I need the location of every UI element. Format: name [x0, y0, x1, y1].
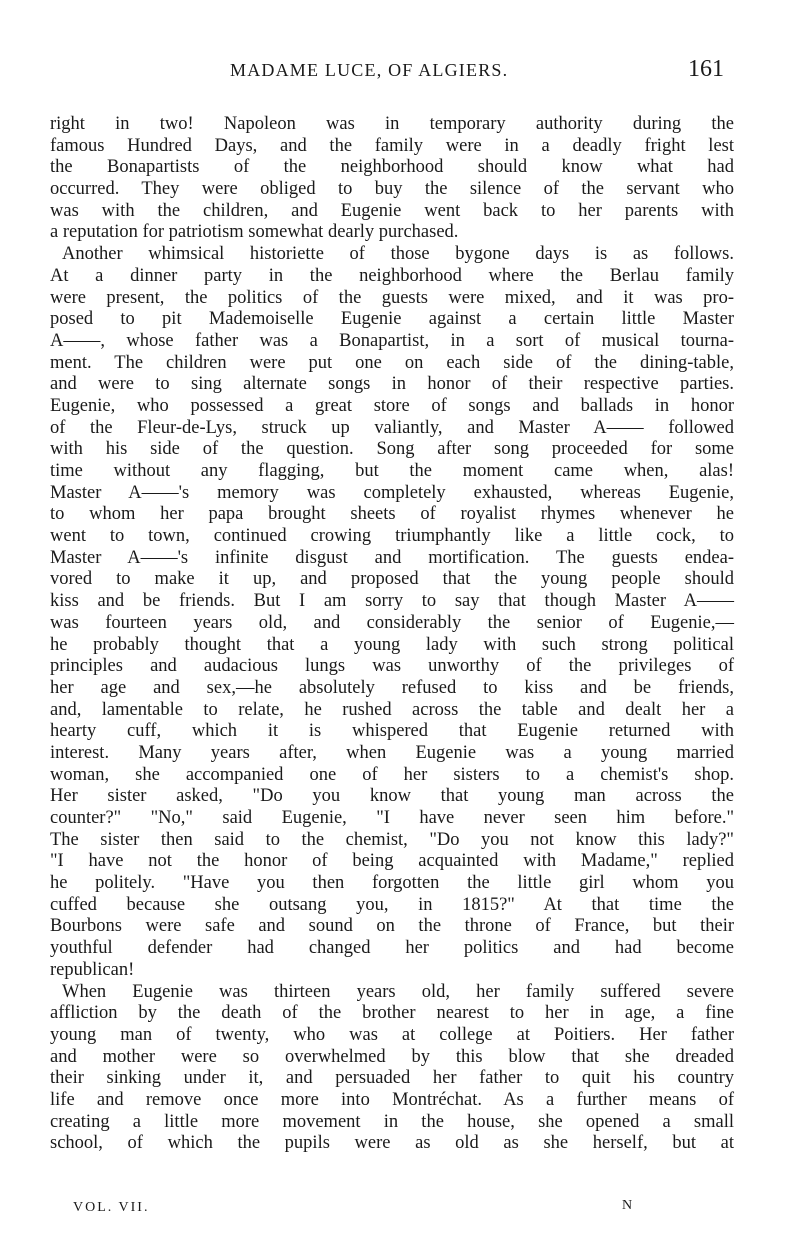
text-line: occurred. They were obliged to buy the silence of the servant who [50, 179, 734, 200]
text-line: her age and sex,—he absolutely refused to kiss and be friends, [50, 677, 734, 698]
text-line: Her sister asked, "Do you know that young man across the [50, 786, 734, 807]
text-line: principles and audacious lungs was unworthy of the privileges of [50, 656, 734, 677]
text-line: with his side of the question. Song after song proceeded for some [50, 439, 734, 460]
text-line: were present, the politics of the guests were mixed, and it was pro- [50, 287, 734, 308]
text-line: ment. The children were put one on each side of the dining-table, [50, 352, 734, 373]
body-text [50, 114, 734, 1155]
text-line: Master A——'s memory was completely exhausted, whereas Eugenie, [50, 482, 734, 503]
text-line: of the Fleur-de-Lys, struck up valiantly, and Master A—— followed [50, 417, 734, 438]
text-line: At a dinner party in the neighborhood where the Berlau family [50, 265, 734, 286]
text-line: Eugenie, who possessed a great store of songs and ballads in honor [50, 395, 734, 416]
text-line: kiss and be friends. But I am sorry to say that though Master A—— [50, 591, 734, 612]
text-line: Another whimsical historiette of those bygone days is as follows. [62, 244, 734, 265]
text-line: school, of which the pupils were as old as she herself, but at [50, 1133, 734, 1154]
text-line: went to town, continued crowing triumphantly like a little cock, to [50, 526, 734, 547]
text-line: woman, she accompanied one of her sisters to a chemist's shop. [50, 764, 734, 785]
text-line: creating a little more movement in the house, she opened a small [50, 1111, 734, 1132]
text-line: and, lamentable to relate, he rushed across the table and dealt her a [50, 699, 734, 720]
text-line: he politely. "Have you then forgotten the little girl whom you [50, 873, 734, 894]
text-line: a reputation for patriotism somewhat dearly purchased. [50, 222, 459, 243]
text-line: life and remove once more into Montréchat. As a further means of [50, 1089, 734, 1110]
page-number: 161 [688, 56, 724, 82]
text-line: young man of twenty, who was at college at Poitiers. Her father [50, 1024, 734, 1045]
text-line: affliction by the death of the brother nearest to her in age, a fine [50, 1003, 734, 1024]
text-line: the Bonapartists of the neighborhood should know what had [50, 157, 734, 178]
running-title: MADAME LUCE, OF ALGIERS. [230, 60, 509, 80]
printer-signature: N [622, 1198, 633, 1213]
text-line: right in two! Napoleon was in temporary authority during the [50, 114, 734, 134]
text-line: was with the children, and Eugenie went back to her parents with [50, 200, 734, 221]
volume-signature: VOL. VII. [73, 1200, 150, 1215]
text-line: he probably thought that a young lady with such strong political [50, 634, 734, 655]
text-line: When Eugenie was thirteen years old, her family suffered severe [62, 981, 734, 1002]
text-line: famous Hundred Days, and the family were in a deadly fright lest [50, 135, 734, 156]
text-line: vored to make it up, and proposed that the young people should [50, 569, 734, 590]
text-line: Master A——'s infinite disgust and mortification. The guests endea- [50, 547, 734, 568]
text-line: The sister then said to the chemist, "Do you not know this lady?" [50, 829, 734, 850]
text-line: youthful defender had changed her politics and had become [50, 938, 734, 959]
text-line: and were to sing alternate songs in honor of their respective parties. [50, 374, 734, 395]
text-line: counter?" "No," said Eugenie, "I have never seen him before." [50, 808, 734, 828]
text-line: republican! [50, 959, 135, 980]
text-line: interest. Many years after, when Eugenie was a young married [50, 742, 734, 763]
text-line: cuffed because she outsang you, in 1815?" At that time the [50, 894, 734, 915]
text-line: was fourteen years old, and considerably the senior of Eugenie,— [50, 612, 734, 633]
text-line: time without any flagging, but the moment came when, alas! [50, 461, 734, 481]
text-line: posed to pit Mademoiselle Eugenie against a certain little Master [50, 309, 734, 330]
text-line: to whom her papa brought sheets of royalist rhymes whenever he [50, 504, 734, 525]
text-line: hearty cuff, which it is whispered that Eugenie returned with [50, 721, 734, 742]
text-line: A——, whose father was a Bonapartist, in a sort of musical tourna- [50, 330, 734, 351]
text-line: Bourbons were safe and sound on the throne of France, but their [50, 916, 734, 937]
text-line: "I have not the honor of being acquainted with Madame," replied [50, 851, 734, 872]
text-line: their sinking under it, and persuaded her father to quit his country [50, 1068, 734, 1089]
text-line: and mother were so overwhelmed by this blow that she dreaded [50, 1046, 734, 1067]
